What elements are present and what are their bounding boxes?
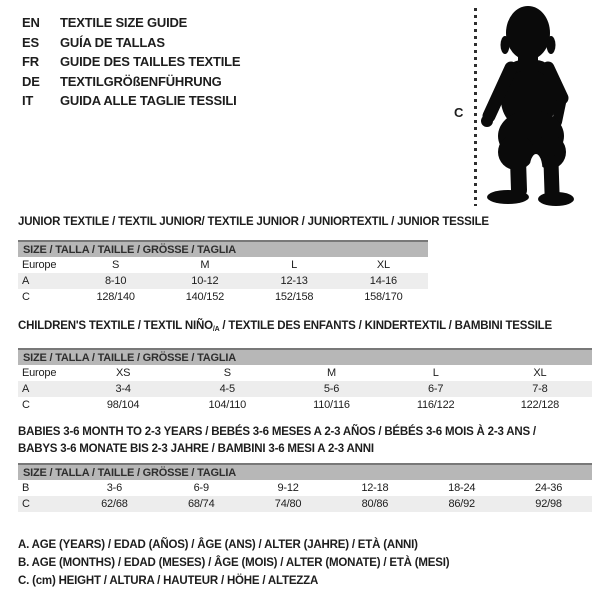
row-label: Europe — [22, 367, 57, 379]
table-cell: 24-36 — [535, 482, 563, 494]
table-row — [18, 480, 592, 496]
row-label: B — [22, 482, 30, 494]
language-code: ES — [22, 34, 39, 50]
table-cell: 128/140 — [96, 291, 135, 303]
table-cell: 140/152 — [185, 291, 225, 303]
table-cell: 8-10 — [71, 273, 160, 289]
table-cell: 86/92 — [418, 496, 505, 512]
table-cell: 158/170 — [364, 291, 403, 303]
footnote-b: B. AGE (MONTHS) / EDAD (MESES) / ÂGE (MOIS) / ALTER (MONATE) / ETÀ (MESI) — [18, 557, 450, 569]
table-cell: 7-8 — [488, 381, 592, 397]
language-label: TEXTILGRÖßENFÜHRUNG — [60, 73, 222, 89]
row-label: Europe — [22, 259, 57, 271]
language-label: GUIDA ALLE TAGLIE TESSILI — [60, 93, 237, 108]
table-cell: 4-5 — [175, 381, 279, 397]
table-cell: 62/68 — [71, 496, 158, 512]
table-cell: 92/98 — [505, 496, 592, 512]
table-cell: 122/128 — [520, 399, 560, 411]
table-row — [18, 397, 592, 413]
language-row-it — [22, 91, 240, 111]
table-cell: L — [432, 367, 439, 379]
table-cell: 6-9 — [193, 482, 209, 494]
junior-size-table — [18, 240, 428, 305]
table-cell: 80/86 — [331, 496, 418, 512]
table-cell: 18-24 — [448, 482, 476, 494]
language-row-de — [22, 72, 240, 92]
table-cell: 152/158 — [274, 291, 314, 303]
table-cell: 3-6 — [106, 482, 123, 494]
language-list — [22, 13, 240, 111]
babies-table-title-line1: BABIES 3-6 MONTH TO 2-3 YEARS / BEBÉS 3-6 MESES A 2-3 AÑOS / BÉBÉS 3-6 MOIS À 2-3 ANS / — [18, 426, 536, 438]
footnote-a: A. AGE (YEARS) / EDAD (AÑOS) / ÂGE (ANS) / ALTER (JAHRE) / ETÀ (ANNI) — [18, 539, 418, 551]
table-cell: XL — [533, 367, 547, 379]
table-cell: L — [291, 259, 298, 271]
table-cell: 9-12 — [277, 482, 299, 494]
children-title-subscript: /A — [212, 326, 220, 333]
table-cell: 3-4 — [71, 381, 175, 397]
table-row — [18, 289, 428, 305]
table-cell: S — [223, 367, 231, 379]
footnote-c: C. (cm) HEIGHT / ALTURA / HAUTEUR / HÖHE / ALTEZZA — [18, 575, 319, 587]
table-cell: 14-16 — [339, 273, 428, 289]
children-table-title — [18, 320, 552, 333]
row-label: C — [22, 399, 30, 411]
children-title-prefix: CHILDREN'S TEXTILE / TEXTIL NIÑO — [18, 320, 213, 332]
table-cell: 12-13 — [250, 273, 339, 289]
language-code: IT — [22, 93, 34, 108]
table-cell: 68/74 — [158, 496, 245, 512]
table-cell: 74/80 — [245, 496, 332, 512]
language-row-es — [22, 33, 240, 53]
table-cell: XS — [115, 367, 131, 379]
table-row — [18, 496, 592, 512]
children-size-table — [18, 348, 592, 413]
table-cell: 116/122 — [416, 399, 455, 411]
row-label: C — [22, 291, 30, 303]
table-cell: 6-7 — [384, 381, 488, 397]
table-row — [18, 381, 592, 397]
table-cell: 110/116 — [313, 399, 350, 411]
row-label: A — [18, 381, 71, 397]
language-label: TEXTILE SIZE GUIDE — [60, 15, 188, 30]
language-code: FR — [22, 54, 39, 69]
table-cell: 12-18 — [361, 482, 389, 494]
babies-size-table — [18, 463, 592, 512]
language-row-en — [22, 13, 240, 33]
table-cell: 10-12 — [160, 273, 249, 289]
size-header-bar: SIZE / TALLA / TAILLE / GRÖSSE / TAGLIA — [18, 464, 592, 480]
babies-table-title-line2: BABYS 3-6 MONATE BIS 2-3 JAHRE / BAMBINI 3-6 MESI A 2-3 ANNI — [18, 443, 374, 455]
language-row-fr — [22, 52, 240, 72]
size-header-bar: SIZE / TALLA / TAILLE / GRÖSSE / TAGLIA — [18, 241, 428, 257]
language-code: DE — [22, 73, 40, 89]
table-cell: 98/104 — [106, 399, 140, 411]
table-cell: XL — [376, 259, 390, 271]
language-code: EN — [22, 15, 40, 30]
table-cell: 104/110 — [208, 399, 247, 411]
children-title-suffix: / TEXTILE DES ENFANTS / KINDERTEXTIL / BAMBINI TESSILE — [219, 320, 552, 332]
height-measure-label: C — [454, 105, 464, 120]
size-header-bar: SIZE / TALLA / TAILLE / GRÖSSE / TAGLIA — [18, 349, 592, 365]
table-row — [18, 257, 428, 273]
table-cell: 5-6 — [279, 381, 383, 397]
table-cell: S — [112, 259, 120, 271]
row-label: A — [18, 273, 71, 289]
baby-silhouette-icon — [470, 0, 600, 215]
junior-table-title: JUNIOR TEXTILE / TEXTIL JUNIOR/ TEXTILE JUNIOR / JUNIORTEXTIL / JUNIOR TESSILE — [18, 216, 489, 228]
table-cell: M — [200, 259, 210, 271]
table-cell: M — [326, 367, 336, 379]
footnotes — [18, 536, 449, 590]
table-row — [18, 365, 592, 381]
table-row — [18, 273, 428, 289]
language-label: GUIDE DES TAILLES TEXTILE — [60, 54, 241, 69]
language-label: GUÍA DE TALLAS — [60, 34, 165, 50]
row-label: C — [18, 496, 71, 512]
